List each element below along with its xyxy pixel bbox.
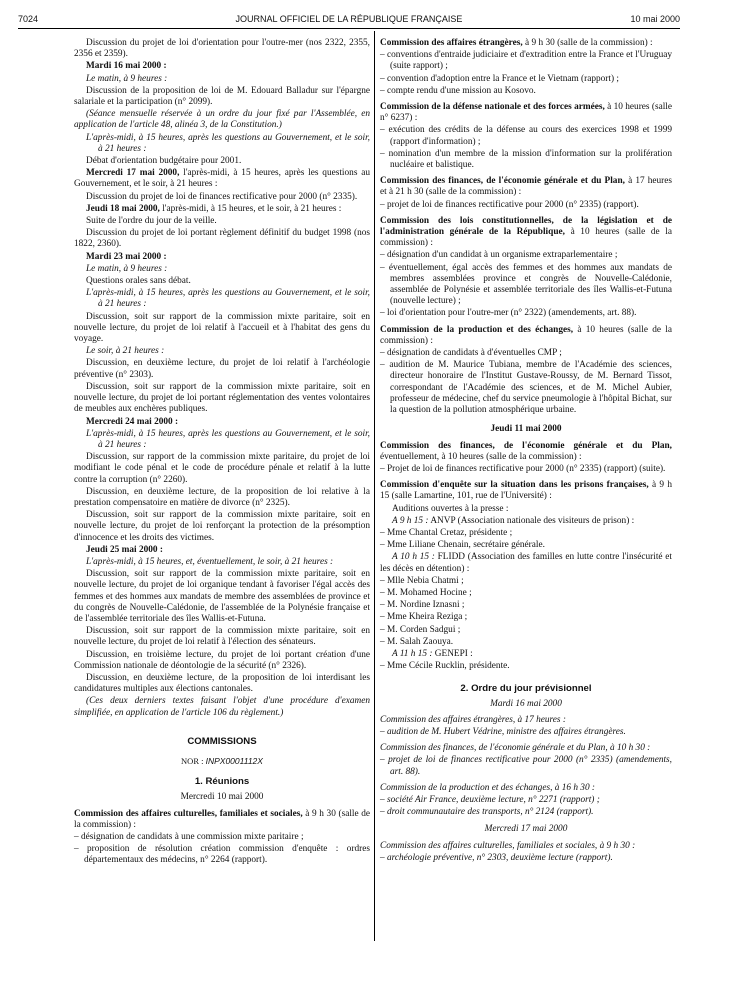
- paragraph: Discussion, sur rapport de la commission mixte paritaire, du projet de loi modifiant le code pénal et le code de procédure pénale et relatif à la lutte contre la corruption (n° 2260).: [74, 452, 370, 485]
- person-item: – Mme Chantal Cretaz, présidente ;: [380, 527, 513, 538]
- paragraph: Discussion du projet de loi de finances rectificative pour 2000 (n° 2335).: [86, 191, 358, 202]
- day-heading: Mercredi 17 mai 2000,: [86, 168, 180, 179]
- agenda-item: – désignation de candidats à une commission mixte paritaire ;: [74, 832, 304, 842]
- commission-name: Commission des affaires étrangères, à 17 heures :: [380, 714, 566, 725]
- audition-organisation: GENEPI :: [434, 648, 473, 659]
- commission-details: à 10 heures (salle de la commission) :: [380, 324, 672, 346]
- commission-name: Commission d'enquête sur la situation dans les prisons françaises,: [380, 480, 649, 491]
- commission-details: à 9 h 30 (salle de la commission) :: [74, 808, 371, 830]
- agenda-item: – conventions d'entraide judiciaire et d'extradition entre la France et l'Uruguay (suite rapport) ;: [380, 50, 672, 72]
- agenda-item: – audition de M. Maurice Tubiana, membre de l'Académie des sciences, directeur honoraire de l'Institut Gustave-Roussy, de M. Bernard Tissot, correspondant de l'Académie des sciences, et de M. Michel Aubier, professeur de médecine, chef du service pneumologie à l'hôpital Bichat, sur la question de la pollution atmosphérique urbaine.: [380, 360, 672, 416]
- session-time: L'après-midi, à 15 heures, et, éventuellement, le soir, à 21 heures :: [86, 556, 334, 567]
- session-time: Le matin, à 9 heures :: [86, 263, 168, 274]
- subsection-heading: 2. Ordre du jour prévisionnel: [460, 683, 592, 695]
- commission-name: Commission des finances, de l'économie générale et du Plan,: [380, 176, 625, 187]
- session-time: l'après-midi, à 15 heures, après les questions au Gouvernement, et le soir, à 21 heures :: [74, 168, 371, 190]
- date-heading: Mercredi 10 mai 2000: [180, 792, 264, 803]
- right-column: [380, 38, 672, 865]
- paragraph-note: (Séance mensuelle réservée à un ordre du jour fixé par l'Assemblée, en application de l'article 48, alinéa 3, de la Constitution.): [74, 109, 370, 131]
- audition-organisation: FLIDD (Association des familles en lutte contre l'insécurité et les décès en détention) :: [380, 552, 673, 574]
- commission-name: Commission des lois constitutionnelles, de la législation et de l'administration générale de la République,: [380, 215, 672, 238]
- commission-details: à 10 heures (salle de la commission) :: [380, 227, 672, 249]
- agenda-item: – proposition de résolution création commission d'enquête : ordres départementaux des médecins, n° 2264 (rapport).: [74, 844, 370, 866]
- page-header: [18, 14, 680, 28]
- paragraph: Discussion, en deuxième lecture, de la proposition de loi relative à la prestation compensatoire en matière de divorce (n° 2325).: [74, 486, 370, 508]
- person-item: – M. Mohamed Hocine ;: [380, 587, 472, 598]
- session-time: l'après-midi, à 15 heures, et le soir, à 21 heures :: [162, 203, 342, 214]
- agenda-item: – désignation d'un candidat à un organisme extraparlementaire ;: [380, 250, 618, 261]
- agenda-item: – désignation de candidats à d'éventuelles CMP ;: [380, 348, 562, 359]
- date-heading: Mardi 16 mai 2000: [490, 698, 562, 709]
- agenda-item: – archéologie préventive, n° 2303, deuxième lecture (rapport).: [380, 852, 613, 863]
- section-heading-commissions: COMMISSIONS: [187, 735, 257, 747]
- day-heading: Mercredi 24 mai 2000 :: [86, 416, 179, 427]
- paragraph: Discussion de la proposition de loi de M. Edouard Balladur sur l'épargne salariale et la participation (n° 2099).: [74, 85, 370, 108]
- nor-reference: [74, 756, 370, 767]
- agenda-item: – projet de loi de finances rectificative pour 2000 (n° 2335) (amendements, art. 88).: [380, 755, 672, 777]
- paragraph: Questions orales sans débat.: [86, 276, 191, 287]
- date-heading: Mercredi 17 mai 2000: [484, 824, 568, 835]
- agenda-item: – compte rendu d'une mission au Kosovo.: [380, 85, 536, 96]
- paragraph: Discussion, soit sur rapport de la commission mixte paritaire, soit en nouvelle lecture, du projet de loi relatif à l'accueil et à l'habitat des gens du voyage.: [74, 311, 370, 345]
- commission-name: Commission de la défense nationale et des forces armées,: [380, 102, 605, 113]
- paragraph: Discussion, soit sur rapport de la commission mixte paritaire, soit en nouvelle lecture, du projet de loi portant réglementation des ventes volontaires de meubles aux enchères publiques.: [74, 381, 370, 415]
- session-time: L'après-midi, à 15 heures, après les questions au Gouvernement, et le soir, à 21 heures :: [86, 288, 370, 310]
- agenda-item: – audition de M. Hubert Védrine, ministre des affaires étrangères.: [380, 726, 626, 737]
- agenda-item: – Projet de loi de finances rectificative pour 2000 (n° 2335) (rapport) (suite).: [380, 463, 666, 474]
- agenda-item: – droit communautaire des transports, n° 2124 (rapport).: [380, 807, 594, 818]
- session-time: L'après-midi, à 15 heures, après les questions au Gouvernement, et le soir, à 21 heures :: [86, 132, 370, 154]
- paragraph: Discussion, en deuxième lecture, du projet de loi relatif à l'archéologie préventive (n° 2303).: [74, 358, 370, 380]
- paragraph: Suite de l'ordre du jour de la veille.: [86, 216, 217, 227]
- paragraph: Discussion, soit sur rapport de la commission mixte paritaire, soit en nouvelle lecture, du projet de loi renforçant la protection de la présomption d'innocence et les droits des victimes.: [74, 510, 370, 543]
- session-time: L'après-midi, à 15 heures, après les questions au Gouvernement, et le soir, à 21 heures :: [86, 428, 370, 450]
- audition-time: A 10 h 15 :: [392, 552, 435, 563]
- commission-name: Commission de la production et des échanges, à 16 h 30 :: [380, 782, 596, 793]
- subsection-heading: 1. Réunions: [194, 776, 250, 788]
- issue-date: 10 mai 2000: [630, 14, 680, 24]
- paragraph: Discussion, soit sur rapport de la commission mixte paritaire, soit en nouvelle lecture, du projet de loi organique tendant à favoriser l'égal accès des femmes et des hommes aux mandats de membre des assemblées de province et du congrès de Nouvelle-Calédonie, de l'assemblée de la Polynésie française et de l'assemblée territoriale des îles Wallis-et-Futuna.: [74, 569, 370, 624]
- person-item: – M. Salah Zaouya.: [380, 636, 454, 647]
- commission-name: Commission des finances, de l'économie générale et du Plan, à 10 h 30 :: [380, 743, 651, 754]
- day-heading: Jeudi 25 mai 2000 :: [86, 544, 163, 555]
- commission-details: à 17 heures et à 21 h 30 (salle de la commission) :: [380, 176, 672, 198]
- person-item: – Mlle Nebia Chatmi ;: [380, 575, 464, 586]
- paragraph: Discussion du projet de loi d'orientation pour l'outre-mer (nos 2322, 2355, 2356 et 2359).: [74, 38, 370, 60]
- auditions-note: Auditions ouvertes à la presse :: [392, 503, 509, 514]
- paragraph: Discussion, en troisième lecture, du projet de loi portant création d'une Commission nationale de déontologie de la sécurité (n° 2326).: [74, 649, 370, 671]
- audition-time: A 9 h 15 :: [392, 515, 429, 526]
- person-item: – M. Nordine Iznasni ;: [380, 600, 465, 611]
- day-heading: Mardi 23 mai 2000 :: [86, 251, 167, 262]
- audition-organisation: ANVP (Association nationale des visiteurs de prison) :: [430, 515, 635, 526]
- column-divider: [374, 31, 375, 941]
- commission-name: Commission de la production et des échanges,: [380, 324, 574, 335]
- left-column: [74, 38, 370, 868]
- audition-time: A 11 h 15 :: [392, 648, 433, 659]
- agenda-item: – exécution des crédits de la défense au cours des exercices 1998 et 1999 (rapport d'information) ;: [380, 125, 672, 147]
- commission-details: à 9 h 15 (salle Lamartine, 101, rue de l'Université) :: [380, 480, 673, 502]
- day-heading: Mardi 16 mai 2000 :: [86, 61, 167, 72]
- commission-details: éventuellement, à 10 heures (salle de la commission) :: [380, 451, 582, 462]
- commission-name: Commission des affaires culturelles, familiales et sociales, à 9 h 30 :: [380, 840, 636, 851]
- journal-title: JOURNAL OFFICIEL DE LA RÉPUBLIQUE FRANÇAISE: [235, 14, 463, 24]
- person-item: – M. Corden Sadgui ;: [380, 624, 461, 635]
- day-heading: Jeudi 18 mai 2000,: [86, 203, 160, 214]
- agenda-list: [74, 832, 370, 867]
- agenda-item: – société Air France, deuxième lecture, n° 2271 (rapport) ;: [380, 794, 600, 805]
- paragraph: Discussion du projet de loi portant règlement définitif du budget 1998 (nos 1822, 2360).: [74, 228, 370, 250]
- header-rule: [18, 28, 680, 29]
- agenda-item: – éventuellement, égal accès des femmes et des hommes aux mandats de membres assemblées province et congrès de Nouvelle-Calédonie, assemblée de Polynésie et assemblée territoriale des îles Wallis-et-Futuna (nouvelle lecture) ;: [380, 262, 672, 307]
- commission-name: Commission des finances, de l'économie générale et du Plan,: [380, 440, 672, 451]
- agenda-item: – convention d'adoption entre la France et le Vietnam (rapport) ;: [380, 73, 619, 84]
- commission-details: à 9 h 30 (salle de la commission) :: [525, 38, 653, 48]
- nor-label: NOR :: [181, 755, 204, 766]
- agenda-item: – projet de loi de finances rectificative pour 2000 (n° 2335) (rapport).: [380, 199, 639, 210]
- paragraph: Discussion, en deuxième lecture, de la proposition de loi interdisant les candidatures multiples aux élections cantonales.: [74, 672, 370, 695]
- paragraph: Discussion, soit sur rapport de la commission mixte paritaire, soit en nouvelle lecture, du projet de loi relatif à l'élection des sénateurs.: [74, 626, 370, 648]
- page-number: 7024: [18, 14, 39, 24]
- agenda-item: – nomination d'un membre de la mission d'information sur la prolifération nucléaire et balistique.: [380, 148, 672, 171]
- session-time: Le soir, à 21 heures :: [86, 346, 165, 357]
- person-item: – Mme Liliane Chenain, secrétaire générale.: [380, 540, 545, 551]
- nor-code: INPX0001112X: [205, 755, 263, 766]
- agenda-item: – loi d'orientation pour l'outre-mer (n° 2322) (amendements, art. 88).: [380, 308, 637, 319]
- person-item: – Mme Kheira Reziga ;: [380, 612, 468, 623]
- paragraph: Débat d'orientation budgétaire pour 2001.: [86, 156, 242, 167]
- person-item: – Mme Cécile Rucklin, présidente.: [380, 661, 510, 672]
- commission-details: à 10 heures (salle n° 6237) :: [380, 102, 672, 124]
- session-time: Le matin, à 9 heures :: [86, 73, 168, 84]
- date-heading: Jeudi 11 mai 2000: [490, 424, 562, 435]
- commission-name: Commission des affaires étrangères,: [380, 38, 523, 48]
- commission-name: Commission des affaires culturelles, familiales et sociales,: [74, 808, 303, 819]
- paragraph-note: (Ces deux derniers textes faisant l'objet d'une procédure d'examen simplifiée, en application de l'article 106 du règlement.): [74, 696, 370, 718]
